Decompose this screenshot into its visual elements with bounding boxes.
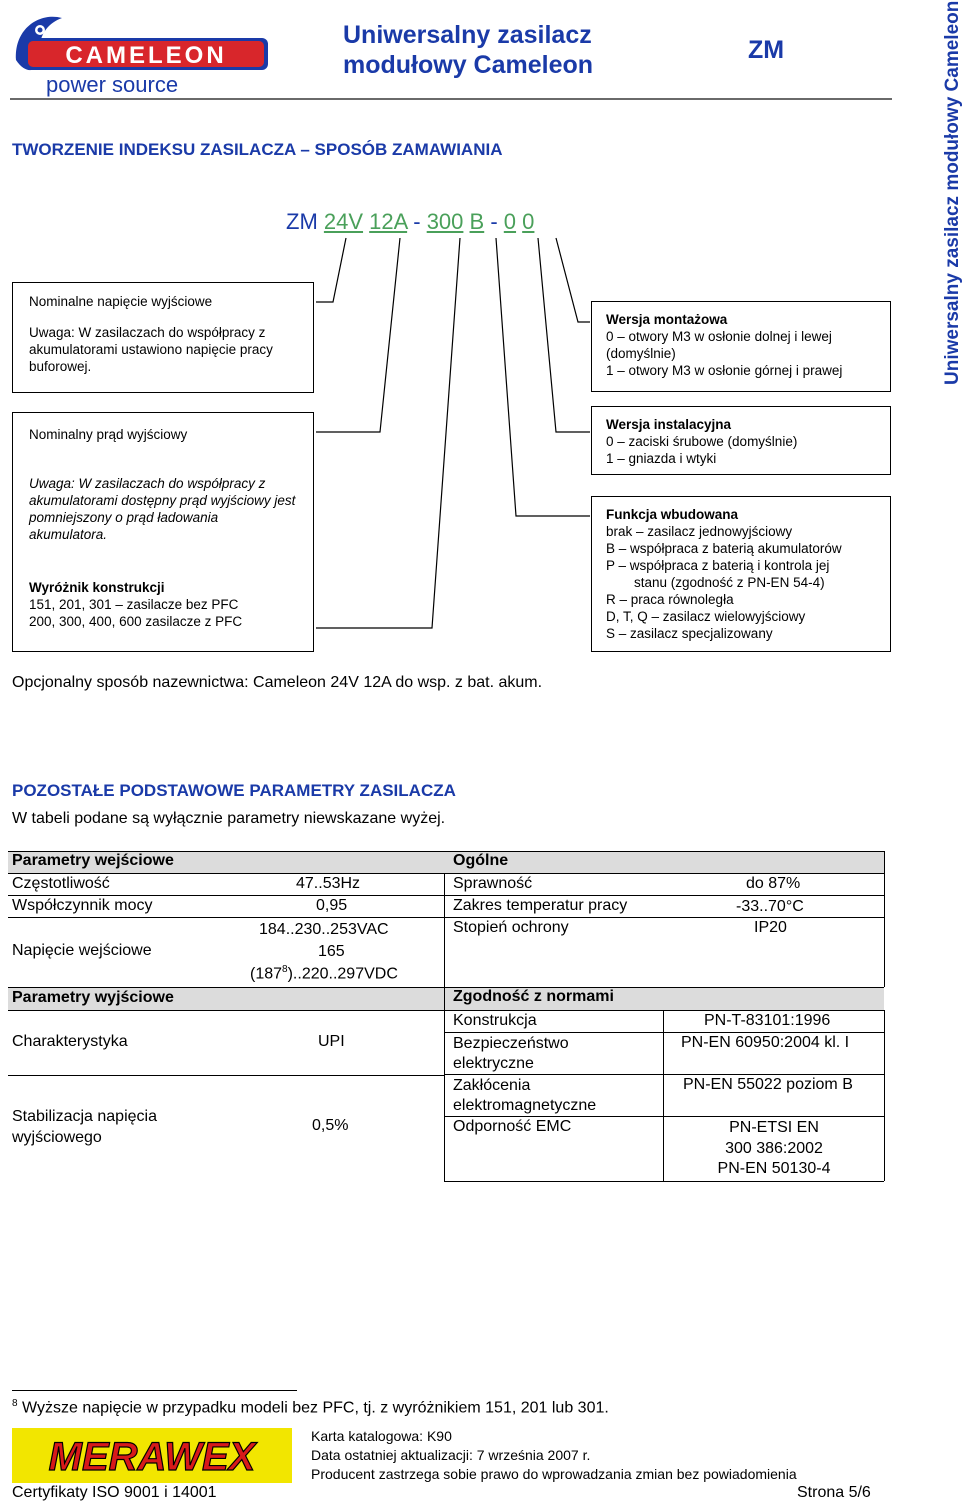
header-model: ZM — [748, 36, 785, 64]
norm-emi-label: Zakłócenia elektromagnetyczne — [453, 1077, 597, 1114]
pf-value: 0,95 — [316, 897, 348, 914]
freq-value: 47..53Hz — [296, 875, 361, 892]
vin-value-ac: 184..230..253VAC — [259, 921, 389, 938]
norm-emc-value: PN-ETSI EN 300 386:2002 PN-EN 50130-4 — [717, 1119, 831, 1177]
char-label: Charakterystyka — [12, 1033, 128, 1050]
output-params-header: Parametry wyjściowe — [12, 989, 174, 1006]
temp-value: -33..70°C — [736, 898, 804, 915]
norm-emc-label: Odporność EMC — [453, 1118, 572, 1135]
page-number: Strona 5/6 — [797, 1484, 871, 1501]
optional-naming: Opcjonalny sposób nazewnictwa: Cameleon 24V 12A do wsp. z bat. akum. — [12, 674, 543, 691]
index-section-title: TWORZENIE INDEKSU ZASILACZA – SPOSÓB ZAMAWIANIA — [12, 140, 503, 159]
model-code: ZM 24V 12A - 300 B - 0 0 — [286, 209, 535, 234]
stab-label: Stabilizacja napięcia wyjściowego — [12, 1108, 157, 1146]
params-section-title: POZOSTAŁE PODSTAWOWE PARAMETRY ZASILACZA — [12, 781, 456, 800]
freq-label: Częstotliwość — [12, 875, 110, 892]
vin-value-dc-range: $(187^8)..220..297VDC$ — [250, 964, 398, 983]
last-update: Data ostatniej aktualizacji: 7 września 2007 r. — [311, 1447, 591, 1463]
construction-title: Wyróżnik konstrukcji — [29, 580, 165, 595]
char-value: UPI — [318, 1033, 345, 1050]
eff-label: Sprawność — [453, 875, 533, 892]
vin-value-dc: 165 — [318, 943, 345, 960]
ip-label: Stopień ochrony — [453, 919, 569, 936]
ip-value: IP20 — [754, 919, 787, 936]
params-section-subtitle: W tabeli podane są wyłącznie parametry niewskazane wyżej. — [12, 810, 446, 827]
box-install-version: Wersja instalacyjna 0 – zaciski śrubowe (domyślnie) 1 – gniazda i wtyki — [591, 406, 891, 475]
input-params-header: Parametry wejściowe — [12, 852, 174, 869]
rights-notice: Producent zastrzega sobie prawo do wprowadzania zmian bez powiadomienia — [311, 1466, 797, 1482]
norm-safety-value: PN-EN 60950:2004 kl. I — [681, 1034, 850, 1051]
logo-brand: CAMELEON — [65, 42, 227, 69]
side-banner-text: Uniwersalny zasilacz modułowy Cameleon — [942, 0, 963, 385]
pf-label: Współczynnik mocy — [12, 897, 153, 914]
merawex-brand: MERAWEX — [48, 1435, 256, 1479]
box-nominal-current-note: Uwaga: W zasilaczach do współpracy z akumulatorami dostępny prąd wyjściowy jest pomniejszony o prąd ładowania akumulatora. — [29, 476, 296, 542]
vin-label: Napięcie wejściowe — [12, 942, 152, 959]
norms-header: Zgodność z normami — [453, 988, 614, 1005]
eff-value: do 87% — [746, 875, 801, 892]
footnote-divider — [12, 1390, 297, 1391]
norm-emi-value: PN-EN 55022 poziom B — [683, 1076, 853, 1093]
construction-line-2: 200, 300, 400, 600 zasilacze z PFC — [29, 614, 243, 629]
box-mount-version: Wersja montażowa 0 – otwory M3 w osłonie dolnej i lewej (domyślnie) 1 – otwory M3 w osłonie górnej i prawej — [591, 301, 891, 392]
temp-label: Zakres temperatur pracy — [453, 897, 628, 914]
certificates: Certyfikaty ISO 9001 i 14001 — [12, 1484, 217, 1501]
box-nominal-voltage-title: Nominalne napięcie wyjściowe — [29, 294, 213, 309]
box-nominal-voltage-note: Uwaga: W zasilaczach do współpracy z akumulatorami ustawiono napięcie pracy buforowej. — [29, 325, 273, 374]
norm-construction-value: PN-T-83101:1996 — [704, 1012, 831, 1029]
norm-construction-label: Konstrukcja — [453, 1012, 537, 1029]
stab-value: 0,5% — [312, 1117, 349, 1134]
logo-tagline: power source — [46, 72, 179, 97]
catalog-card: Karta katalogowa: K90 — [311, 1428, 452, 1444]
footnote: $^8$ Wyższe napięcie w przypadku modeli bez PFC, tj. z wyróżnikiem 151, 201 lub 301. — [12, 1398, 609, 1417]
box-nominal-current-title: Nominalny prąd wyjściowy — [29, 427, 188, 442]
header-title: Uniwersalny zasilacz modułowy Cameleon — [343, 21, 594, 79]
merawex-logo — [12, 1428, 292, 1483]
norm-safety-label: Bezpieczeństwo elektryczne — [453, 1035, 569, 1072]
construction-line-1: 151, 201, 301 – zasilacze bez PFC — [29, 597, 239, 612]
footer-info — [311, 1427, 797, 1484]
box-builtin-function: Funkcja wbudowana brak – zasilacz jednowyjściowy B – współpraca z baterią akumulatorów P – współpraca z baterią i kontrola jej stanu (zgodność z PN-EN 54-4) R – praca równoległa D, T, Q – zasilacz wielowyjściowy S – zasilacz specjalizowany — [591, 496, 891, 652]
general-header: Ogólne — [453, 852, 509, 869]
